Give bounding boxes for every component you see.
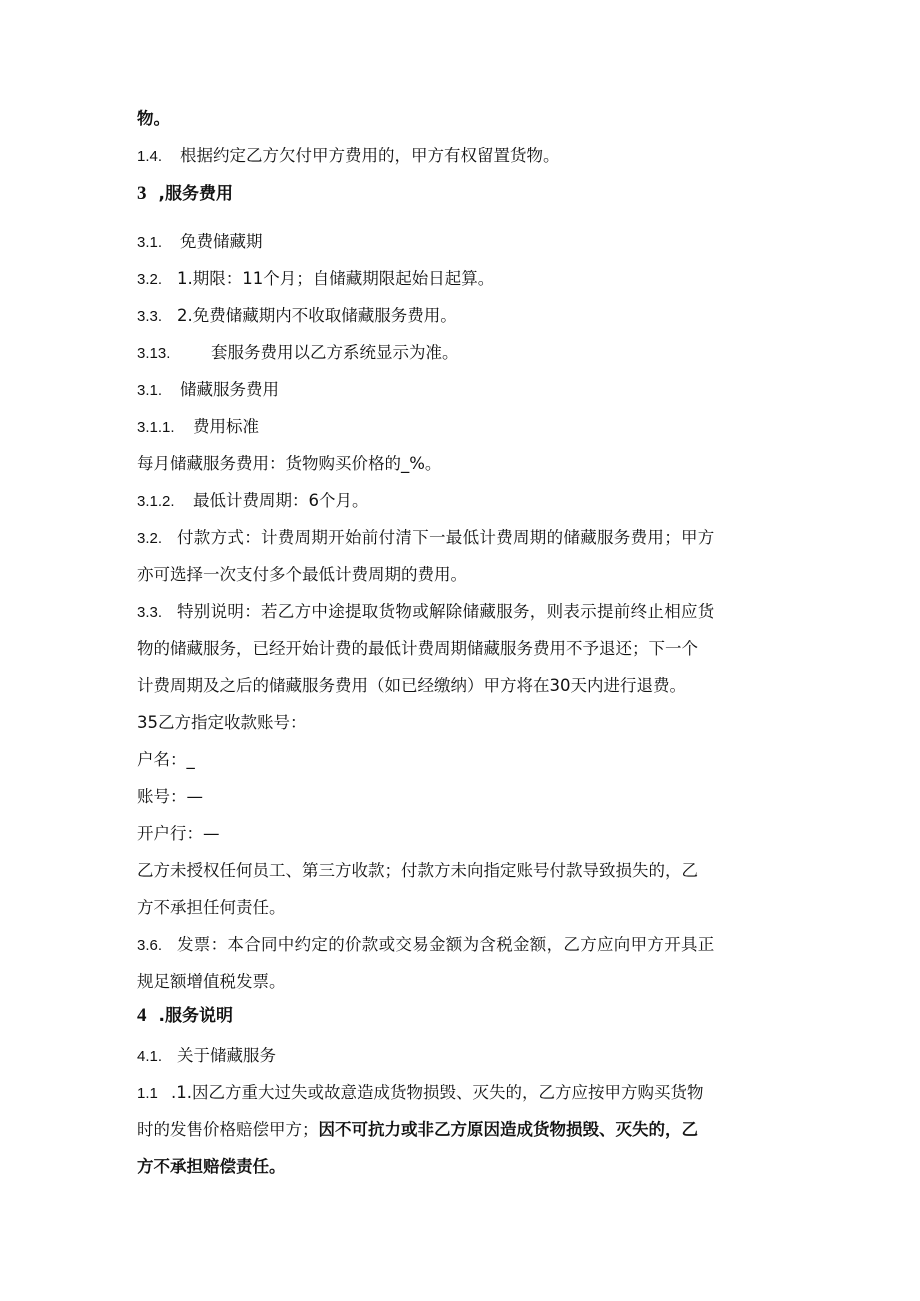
clause-text: 最低计费周期：6个月。 [193, 491, 369, 510]
clause-1-4 [137, 145, 560, 168]
clause-3-1-1 [137, 416, 259, 439]
clause-number: 3.3. [137, 604, 163, 621]
clause-text: 付款方式：计费周期开始前付清下一最低计费周期的储藏服务费用；甲方 [177, 528, 715, 547]
section-heading-3 [137, 183, 233, 205]
clause-number: 3.2. [137, 271, 163, 288]
clause-1-1-1 [137, 1082, 704, 1105]
paragraph-line: 亦可选择一次支付多个最低计费周期的费用。 [137, 565, 467, 584]
clause-3-13 [137, 342, 459, 365]
paragraph-line: 物的储藏服务，已经开始计费的最低计费周期储藏服务费用不予退还；下一个 [137, 639, 698, 658]
clause-text: 1.期限：11个月；自储藏期限起始日起算。 [177, 269, 495, 288]
clause-4-1 [137, 1045, 276, 1068]
clause-text: 免费储藏期 [180, 232, 263, 251]
paragraph-line: 规足额增值税发票。 [137, 972, 286, 991]
clause-3-6 [137, 934, 715, 957]
paragraph-line: 方不承担赔偿责任。 [137, 1157, 286, 1176]
section-title: .服务说明 [158, 1006, 233, 1026]
account-name-line: 户名：_ [137, 750, 195, 769]
clause-number: 3.13. [137, 345, 171, 362]
clause-text: 关于储藏服务 [177, 1046, 276, 1065]
paragraph-line: 计费周期及之后的储藏服务费用（如已经缴纳）甲方将在30天内进行退费。 [137, 676, 686, 695]
section-heading-4 [137, 1005, 233, 1027]
clause-number: 3.1.2. [137, 493, 175, 510]
section-number: 3 [137, 183, 147, 204]
clause-number: 3.1.1. [137, 419, 175, 436]
clause-3-2 [137, 268, 494, 291]
clause-number: 4.1. [137, 1048, 163, 1065]
clause-number: 3.6. [137, 937, 163, 954]
clause-text: 储藏服务费用 [180, 380, 279, 399]
bold-text: 因不可抗力或非乙方原因造成货物损毁、灭失的，乙 [318, 1120, 698, 1139]
clause-number: 1.1 [137, 1085, 158, 1102]
clause-number: 3.2. [137, 530, 163, 547]
paragraph-line: 物。 [137, 109, 170, 128]
clause-number: 3.1. [137, 382, 163, 399]
paragraph-line: 乙方未授权任何员工、第三方收款；付款方未向指定账号付款导致损失的，乙 [137, 861, 698, 880]
clause-3-3b [137, 601, 715, 624]
plain-text: 时的发售价格赔偿甲方； [137, 1120, 319, 1139]
clause-text: .1.因乙方重大过失或故意造成货物损毁、灭失的，乙方应按甲方购买货物 [171, 1083, 704, 1102]
clause-3-3 [137, 305, 457, 328]
section-title: ,服务费用 [158, 184, 233, 204]
clause-text: 根据约定乙方欠付甲方费用的，甲方有权留置货物。 [180, 146, 560, 165]
clause-number: 3.3. [137, 308, 163, 325]
clause-3-1-2 [137, 490, 369, 513]
clause-text: 发票：本合同中约定的价款或交易金额为含税金额，乙方应向甲方开具正 [177, 935, 715, 954]
section-number: 4 [137, 1005, 147, 1026]
paragraph-line: 方不承担任何责任。 [137, 898, 286, 917]
paragraph-line: 35乙方指定收款账号： [137, 713, 307, 732]
clause-text: 特别说明：若乙方中途提取货物或解除储藏服务，则表示提前终止相应货 [177, 602, 715, 621]
clause-text: 套服务费用以乙方系统显示为准。 [211, 343, 459, 362]
clause-3-1b [137, 379, 279, 402]
clause-3-1 [137, 231, 263, 254]
paragraph-line [137, 1119, 698, 1141]
clause-text: 费用标准 [193, 417, 259, 436]
clause-3-2b [137, 527, 715, 550]
account-number-line: 账号：— [137, 787, 203, 806]
clause-number: 1.4. [137, 148, 163, 165]
bank-line: 开户行：— [137, 824, 220, 843]
clause-text: 2.免费储藏期内不收取储藏服务费用。 [177, 306, 457, 325]
clause-number: 3.1. [137, 234, 163, 251]
paragraph-line: 每月储藏服务费用：货物购买价格的_%。 [137, 454, 442, 473]
